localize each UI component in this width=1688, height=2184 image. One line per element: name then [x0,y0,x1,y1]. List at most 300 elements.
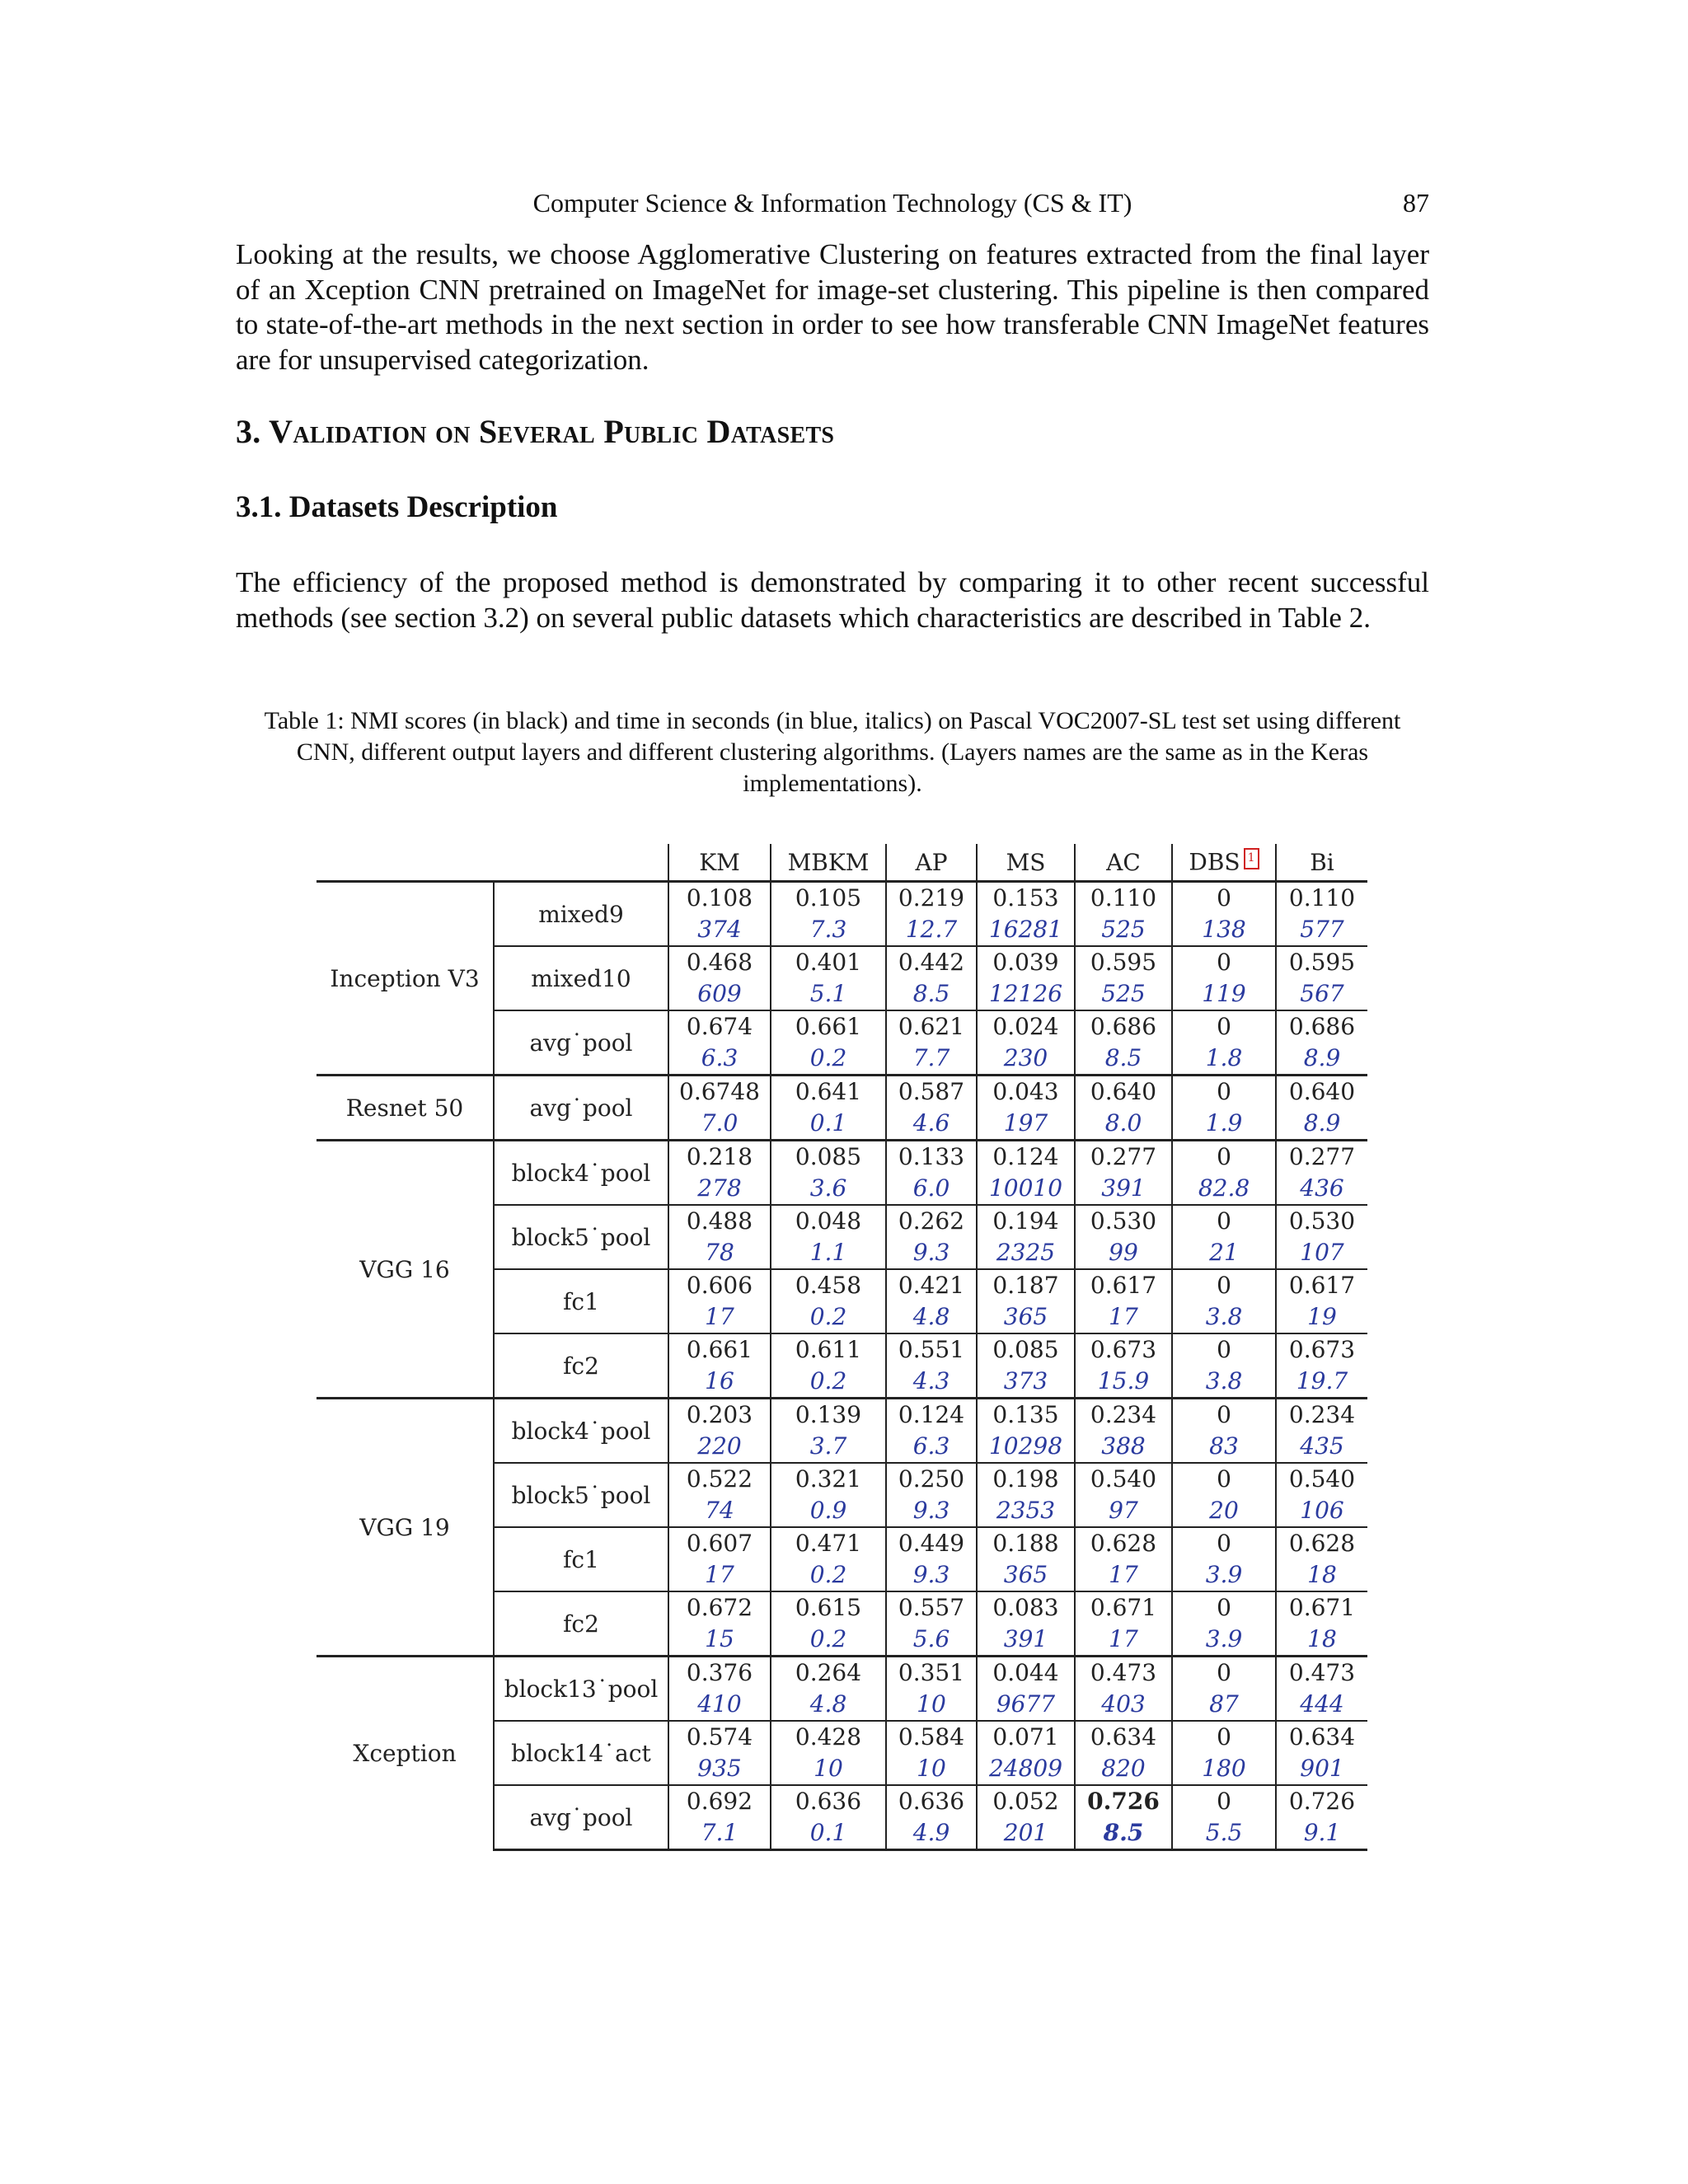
time-seconds: 19 [1307,1303,1337,1330]
time-seconds: 609 [697,980,742,1007]
nmi-score: 0.595 [1288,949,1356,976]
nmi-score: 0.488 [686,1207,753,1235]
score-cell [977,1399,1075,1464]
score-cell [977,1721,1075,1785]
network-name: Inception V3 [316,882,494,1076]
score-cell [977,882,1075,947]
time-seconds: 436 [1300,1174,1344,1202]
time-seconds: 17 [705,1561,734,1588]
score-cell [668,1399,771,1464]
nmi-score: 0.473 [1090,1659,1157,1686]
score-cell [668,946,771,1010]
layer-name: block4˙pool [494,1141,668,1206]
time-seconds: 4.9 [912,1819,950,1846]
layer-name: fc2 [494,1591,668,1657]
time-seconds: 119 [1202,980,1246,1007]
score-cell [1276,1076,1367,1141]
time-seconds: 9.1 [1303,1819,1341,1846]
score-cell [977,1010,1075,1076]
column-header-label: AP [915,848,948,876]
score-cell [771,1269,886,1333]
score-cell [668,1657,771,1722]
time-seconds: 435 [1300,1432,1344,1460]
nmi-score: 0.139 [795,1401,862,1428]
table-header-row [316,844,1367,882]
nmi-score: 0.262 [898,1207,965,1235]
nmi-score: 0.442 [898,949,965,976]
time-seconds: 365 [1003,1303,1048,1330]
nmi-score: 0 [1217,1594,1231,1621]
nmi-score: 0.621 [898,1013,965,1040]
score-cell [771,1785,886,1850]
score-cell [1172,1591,1276,1657]
nmi-score: 0 [1217,1659,1231,1686]
score-cell [1172,1657,1276,1722]
score-cell [886,1333,977,1399]
score-cell [977,1591,1075,1657]
nmi-score: 0.188 [992,1530,1059,1557]
results-table [316,844,1367,1851]
time-seconds: 3.9 [1205,1625,1243,1652]
score-cell [771,1463,886,1527]
nmi-score: 0.673 [1090,1336,1157,1363]
nmi-score: 0.522 [686,1465,753,1493]
score-cell [668,1076,771,1141]
nmi-score: 0.376 [686,1659,753,1686]
table-row [316,1141,1367,1206]
score-cell [886,1591,977,1657]
nmi-score: 0.105 [795,884,862,912]
score-cell [1276,1527,1367,1591]
score-cell [1075,1591,1172,1657]
time-seconds: 12126 [988,980,1063,1007]
score-cell [1075,1205,1172,1269]
score-cell [668,1721,771,1785]
score-cell [1075,1333,1172,1399]
score-cell [886,1785,977,1850]
score-cell [668,1010,771,1076]
time-seconds: 5.6 [912,1625,950,1652]
score-cell [1172,1527,1276,1591]
nmi-score: 0.458 [795,1272,862,1299]
time-seconds: 4.6 [912,1109,950,1137]
column-header [1075,844,1172,882]
time-seconds: 138 [1202,916,1246,943]
score-cell [977,1141,1075,1206]
score-cell [977,946,1075,1010]
score-cell [771,1657,886,1722]
time-seconds: 5.1 [809,980,847,1007]
table-row [316,1076,1367,1141]
layer-name: mixed10 [494,946,668,1010]
time-seconds: 8.5 [1104,1044,1142,1071]
nmi-score: 0.540 [1288,1465,1356,1493]
score-cell [1075,1657,1172,1722]
score-cell [1075,1399,1172,1464]
time-seconds: 7.0 [701,1109,738,1137]
column-header-label: MS [1006,848,1046,876]
time-seconds: 9677 [996,1690,1056,1718]
time-seconds: 3.6 [809,1174,847,1202]
section-heading: 3. Validation on Several Public Datasets [236,413,835,450]
nmi-score: 0 [1217,884,1231,912]
score-cell [668,1205,771,1269]
time-seconds: 17 [1109,1561,1138,1588]
time-seconds: 5.5 [1205,1819,1243,1846]
time-seconds: 10 [917,1690,946,1718]
column-header-label: AC [1106,848,1141,876]
table-row [316,1657,1367,1722]
score-cell [1075,1785,1172,1850]
journal-name: Computer Science & Information Technology (CS & IT) [532,188,1132,218]
nmi-score: 0.692 [686,1788,753,1815]
nmi-score: 0.133 [898,1143,965,1170]
score-cell [668,1269,771,1333]
score-cell [1172,1141,1276,1206]
score-cell [1172,1333,1276,1399]
score-cell [1276,1399,1367,1464]
time-seconds: 16281 [988,916,1063,943]
score-cell [977,1333,1075,1399]
nmi-score: 0.277 [1090,1143,1157,1170]
nmi-score: 0.194 [992,1207,1059,1235]
time-seconds: 278 [697,1174,742,1202]
score-cell [886,1269,977,1333]
score-cell [1075,1721,1172,1785]
time-seconds: 373 [1003,1367,1048,1394]
nmi-score: 0.6748 [679,1078,760,1105]
time-seconds: 6.3 [701,1044,738,1071]
time-seconds: 8.5 [1103,1819,1144,1846]
time-seconds: 78 [705,1239,734,1266]
nmi-score: 0.628 [1090,1530,1157,1557]
time-seconds: 197 [1003,1109,1048,1137]
nmi-score: 0.264 [795,1659,862,1686]
score-cell [886,1527,977,1591]
score-cell [886,946,977,1010]
nmi-score: 0.530 [1288,1207,1356,1235]
time-seconds: 16 [705,1367,734,1394]
nmi-score: 0.686 [1090,1013,1157,1040]
time-seconds: 9.3 [912,1561,950,1588]
nmi-score: 0.628 [1288,1530,1356,1557]
score-cell [977,1527,1075,1591]
score-cell [886,882,977,947]
time-seconds: 10 [814,1755,843,1782]
score-cell [1172,1463,1276,1527]
nmi-score: 0.085 [992,1336,1059,1363]
score-cell [886,1076,977,1141]
nmi-score: 0 [1217,1272,1231,1299]
header-spacer [494,844,668,882]
nmi-score: 0.606 [686,1272,753,1299]
time-seconds: 374 [697,916,742,943]
time-seconds: 12.7 [905,916,958,943]
time-seconds: 74 [705,1497,734,1524]
nmi-score: 0.661 [795,1013,862,1040]
score-cell [1172,1205,1276,1269]
nmi-score: 0.726 [1087,1788,1160,1815]
nmi-score: 0.153 [992,884,1059,912]
nmi-score: 0.671 [1090,1594,1157,1621]
column-header [977,844,1075,882]
time-seconds: 2325 [996,1239,1056,1266]
time-seconds: 391 [1101,1174,1146,1202]
nmi-score: 0.636 [898,1788,965,1815]
time-seconds: 9.3 [912,1239,950,1266]
network-name: VGG 16 [316,1141,494,1399]
time-seconds: 8.5 [912,980,950,1007]
column-header-label: Bi [1310,848,1334,876]
nmi-score: 0.250 [898,1465,965,1493]
nmi-score: 0.083 [992,1594,1059,1621]
time-seconds: 18 [1307,1625,1337,1652]
time-seconds: 15.9 [1097,1367,1150,1394]
column-header [668,844,771,882]
score-cell [668,1785,771,1850]
time-seconds: 18 [1307,1561,1337,1588]
nmi-score: 0.135 [992,1401,1059,1428]
time-seconds: 17 [705,1303,734,1330]
score-cell [668,1463,771,1527]
nmi-score: 0.574 [686,1723,753,1750]
layer-name: fc2 [494,1333,668,1399]
time-seconds: 4.8 [809,1690,847,1718]
nmi-score: 0 [1217,1078,1231,1105]
nmi-score: 0.449 [898,1530,965,1557]
score-cell [886,1010,977,1076]
time-seconds: 8.0 [1104,1109,1142,1137]
nmi-score: 0.351 [898,1659,965,1686]
layer-name: block14˙act [494,1721,668,1785]
score-cell [771,882,886,947]
time-seconds: 0.2 [809,1625,847,1652]
column-header [1276,844,1367,882]
time-seconds: 1.9 [1205,1109,1243,1137]
time-seconds: 10010 [988,1174,1063,1202]
score-cell [771,1591,886,1657]
table-row [316,882,1367,947]
score-cell [771,1010,886,1076]
time-seconds: 106 [1300,1497,1344,1524]
score-cell [1172,1721,1276,1785]
score-cell [1172,1269,1276,1333]
nmi-score: 0 [1217,1401,1231,1428]
header-spacer [316,844,494,882]
time-seconds: 577 [1300,916,1344,943]
score-cell [977,1463,1075,1527]
nmi-score: 0 [1217,1336,1231,1363]
nmi-score: 0.044 [992,1659,1059,1686]
time-seconds: 21 [1209,1239,1239,1266]
nmi-score: 0.661 [686,1336,753,1363]
nmi-score: 0.617 [1090,1272,1157,1299]
score-cell [1075,946,1172,1010]
score-cell [1172,1010,1276,1076]
time-seconds: 220 [697,1432,742,1460]
nmi-score: 0.277 [1288,1143,1356,1170]
score-cell [1276,1591,1367,1657]
nmi-score: 0 [1217,1013,1231,1040]
time-seconds: 935 [697,1755,742,1782]
network-name: Xception [316,1657,494,1850]
score-cell [1276,1463,1367,1527]
column-header [1172,844,1276,882]
time-seconds: 388 [1101,1432,1146,1460]
time-seconds: 17 [1109,1625,1138,1652]
score-cell [1276,1657,1367,1722]
time-seconds: 3.7 [809,1432,847,1460]
nmi-score: 0.321 [795,1465,862,1493]
nmi-score: 0.110 [1288,884,1356,912]
column-header [886,844,977,882]
nmi-score: 0.234 [1090,1401,1157,1428]
time-seconds: 19.7 [1296,1367,1348,1394]
nmi-score: 0.640 [1288,1078,1356,1105]
table-row [316,1399,1367,1464]
nmi-score: 0.085 [795,1143,862,1170]
time-seconds: 410 [697,1690,742,1718]
score-cell [1276,1721,1367,1785]
column-header [771,844,886,882]
nmi-score: 0 [1217,1788,1231,1815]
score-cell [668,1527,771,1591]
score-cell [886,1205,977,1269]
time-seconds: 4.3 [912,1367,950,1394]
nmi-score: 0.071 [992,1723,1059,1750]
score-cell [668,882,771,947]
score-cell [886,1141,977,1206]
nmi-score: 0.473 [1288,1659,1356,1686]
score-cell [1276,1333,1367,1399]
time-seconds: 7.1 [701,1819,738,1846]
score-cell [1276,1141,1367,1206]
layer-name: block4˙pool [494,1399,668,1464]
layer-name: mixed9 [494,882,668,947]
nmi-score: 0 [1217,1530,1231,1557]
score-cell [1276,1205,1367,1269]
nmi-score: 0.540 [1090,1465,1157,1493]
nmi-score: 0.110 [1090,884,1157,912]
nmi-score: 0.468 [686,949,753,976]
score-cell [1276,882,1367,947]
nmi-score: 0.557 [898,1594,965,1621]
nmi-score: 0.634 [1288,1723,1356,1750]
time-seconds: 7.3 [809,916,847,943]
column-header-label: MBKM [787,848,870,876]
time-seconds: 7.7 [912,1044,950,1071]
layer-name: block5˙pool [494,1463,668,1527]
score-cell [886,1657,977,1722]
time-seconds: 10298 [988,1432,1063,1460]
score-cell [771,1205,886,1269]
nmi-score: 0.584 [898,1723,965,1750]
time-seconds: 97 [1109,1497,1138,1524]
network-name: Resnet 50 [316,1076,494,1141]
score-cell [1172,1076,1276,1141]
time-seconds: 9.3 [912,1497,950,1524]
score-cell [771,946,886,1010]
time-seconds: 180 [1202,1755,1246,1782]
score-cell [1075,1010,1172,1076]
score-cell [1075,1076,1172,1141]
time-seconds: 87 [1209,1690,1239,1718]
score-cell [1075,1527,1172,1591]
nmi-score: 0.686 [1288,1013,1356,1040]
nmi-score: 0.674 [686,1013,753,1040]
nmi-score: 0.401 [795,949,862,976]
score-cell [977,1205,1075,1269]
score-cell [771,1527,886,1591]
time-seconds: 403 [1101,1690,1146,1718]
nmi-score: 0.640 [1090,1078,1157,1105]
body-paragraph: The efficiency of the proposed method is demonstrated by comparing it to other recent successful methods (see section 3.2) on several public datasets which characteristics are described in Table 2. [236,566,1429,634]
time-seconds: 24809 [988,1755,1063,1782]
nmi-score: 0 [1217,1723,1231,1750]
time-seconds: 1.1 [809,1239,847,1266]
time-seconds: 99 [1109,1239,1138,1266]
nmi-score: 0 [1217,1465,1231,1493]
score-cell [886,1463,977,1527]
score-cell [1276,1785,1367,1850]
time-seconds: 901 [1300,1755,1344,1782]
layer-name: avg˙pool [494,1010,668,1076]
time-seconds: 0.2 [809,1044,847,1071]
footnote-link[interactable]: 1 [1244,848,1259,869]
nmi-score: 0.234 [1288,1401,1356,1428]
nmi-score: 0.530 [1090,1207,1157,1235]
time-seconds: 20 [1209,1497,1239,1524]
column-header-label: DBS [1189,848,1240,876]
score-cell [1172,1785,1276,1850]
time-seconds: 4.8 [912,1303,950,1330]
time-seconds: 0.1 [809,1819,847,1846]
nmi-score: 0.428 [795,1723,862,1750]
nmi-score: 0.607 [686,1530,753,1557]
time-seconds: 8.9 [1303,1044,1341,1071]
score-cell [1075,1141,1172,1206]
nmi-score: 0.043 [992,1078,1059,1105]
score-cell [886,1399,977,1464]
nmi-score: 0 [1217,1143,1231,1170]
score-cell [977,1076,1075,1141]
nmi-score: 0.218 [686,1143,753,1170]
nmi-score: 0.595 [1090,949,1157,976]
nmi-score: 0.471 [795,1530,862,1557]
score-cell [771,1141,886,1206]
layer-name: block5˙pool [494,1205,668,1269]
score-cell [977,1785,1075,1850]
column-header-label: KM [699,848,740,876]
nmi-score: 0.124 [898,1401,965,1428]
layer-name: fc1 [494,1269,668,1333]
running-header [236,185,1429,221]
time-seconds: 0.2 [809,1303,847,1330]
network-name: VGG 19 [316,1399,494,1657]
nmi-score: 0.673 [1288,1336,1356,1363]
score-cell [886,1721,977,1785]
nmi-score: 0.611 [795,1336,862,1363]
time-seconds: 201 [1003,1819,1048,1846]
time-seconds: 3.8 [1205,1367,1243,1394]
score-cell [977,1657,1075,1722]
time-seconds: 0.1 [809,1109,847,1137]
score-cell [977,1269,1075,1333]
time-seconds: 3.9 [1205,1561,1243,1588]
nmi-score: 0.198 [992,1465,1059,1493]
time-seconds: 17 [1109,1303,1138,1330]
score-cell [1276,1269,1367,1333]
